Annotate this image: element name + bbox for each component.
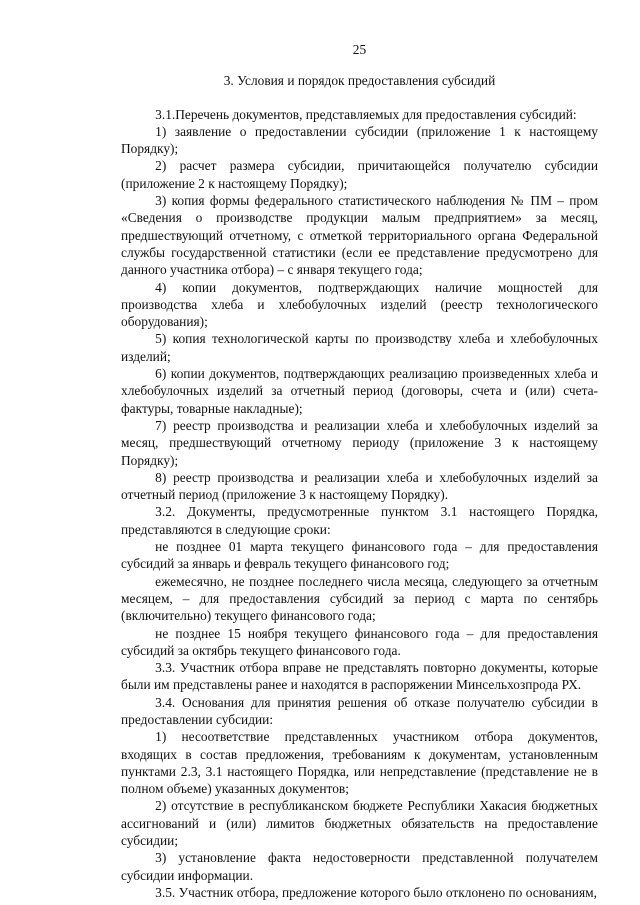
paragraph-3-1-item-5: 5) копия технологической карты по производству хлеба и хлебобулочных изделий; <box>121 331 598 364</box>
page-number: 25 <box>352 42 367 57</box>
paragraph-3-2-term-1: не позднее 01 марта текущего финансового года – для предоставления субсидий за январь и февраль текущего финансового год; <box>121 539 598 572</box>
paragraph-3-4-item-1: 1) несоответствие представленных участником отбора документов, входящих в состав предложения, требованиям к документам, установленным пунктами 2.3, 3.1 настоящего Порядка, или непредставление (представление не в полном объеме) указанных документов; <box>121 729 598 797</box>
paragraph-3-3: 3.3. Участник отбора вправе не представлять повторно документы, которые были им представлены ранее и находятся в распоряжении Минсельхозпрода РХ. <box>121 660 598 693</box>
paragraph-3-1-item-4: 4) копии документов, подтверждающих наличие мощностей для производства хлеба и хлебобулочных изделий (реестр технологического оборудования); <box>121 279 598 330</box>
paragraph-3-5: 3.5. Участник отбора, предложение которого было отклонено по основаниям, <box>155 884 597 900</box>
paragraph-3-1-item-2: 2) расчет размера субсидии, причитающейся получателю субсидии (приложение 2 к настоящему Порядку); <box>121 158 598 191</box>
paragraph-3-1-item-8: 8) реестр производства и реализации хлеба и хлебобулочных изделий за отчетный период (приложение 3 к настоящему Порядку). <box>121 469 598 503</box>
paragraph-3-4-item-3: 3) установление факта недостоверности представленной получателем субсидии информации. <box>121 850 598 883</box>
paragraph-3-1-item-3: 3) копия формы федерального статистического наблюдения № ПМ – пром «Сведения о производстве продукции малым предприятием» за месяц, предшествующий отчетному, с отметкой территориального органа Федеральной службы государственной статистики (если ее представление предусмотрено для данного участника отбора) – с января текущего года; <box>121 193 598 278</box>
section-body <box>121 106 598 902</box>
paragraph-3-1-item-7: 7) реестр производства и реализации хлеба и хлебобулочных изделий за месяц, предшествующий отчетному периоду (приложение 3 к настоящему Порядку); <box>121 417 598 468</box>
paragraph-3-1: 3.1.Перечень документов, представляемых для предоставления субсидий: <box>155 106 577 122</box>
paragraph-3-2-term-3: не позднее 15 ноября текущего финансового года – для предоставления субсидий за октябрь текущего финансового года. <box>121 625 598 658</box>
paragraph-3-4-item-2: 2) отсутствие в республиканском бюджете Республики Хакасия бюджетных ассигнований и (или) лимитов бюджетных обязательств на предоставление субсидии; <box>121 798 598 849</box>
paragraph-3-1-item-1: 1) заявление о предоставлении субсидии (приложение 1 к настоящему Порядку); <box>121 123 598 157</box>
paragraph-3-1-item-6: 6) копии документов, подтверждающих реализацию произведенных хлеба и хлебобулочных изделий за отчетный период (договоры, счета и (или) счета-фактуры, товарные накладные); <box>121 366 598 416</box>
paragraph-3-2: 3.2. Документы, предусмотренные пунктом 3.1 настоящего Порядка, представляются в следующие сроки: <box>121 504 598 537</box>
section-heading: 3. Условия и порядок предоставления субсидий <box>223 73 496 89</box>
paragraph-3-4: 3.4. Основания для принятия решения об отказе получателю субсидии в предоставлении субсидии: <box>121 694 598 727</box>
paragraph-3-2-term-2: ежемесячно, не позднее последнего числа месяца, следующего за отчетным месяцем, – для предоставления субсидий за период с марта по сентябрь (включительно) текущего финансового года; <box>121 573 598 624</box>
